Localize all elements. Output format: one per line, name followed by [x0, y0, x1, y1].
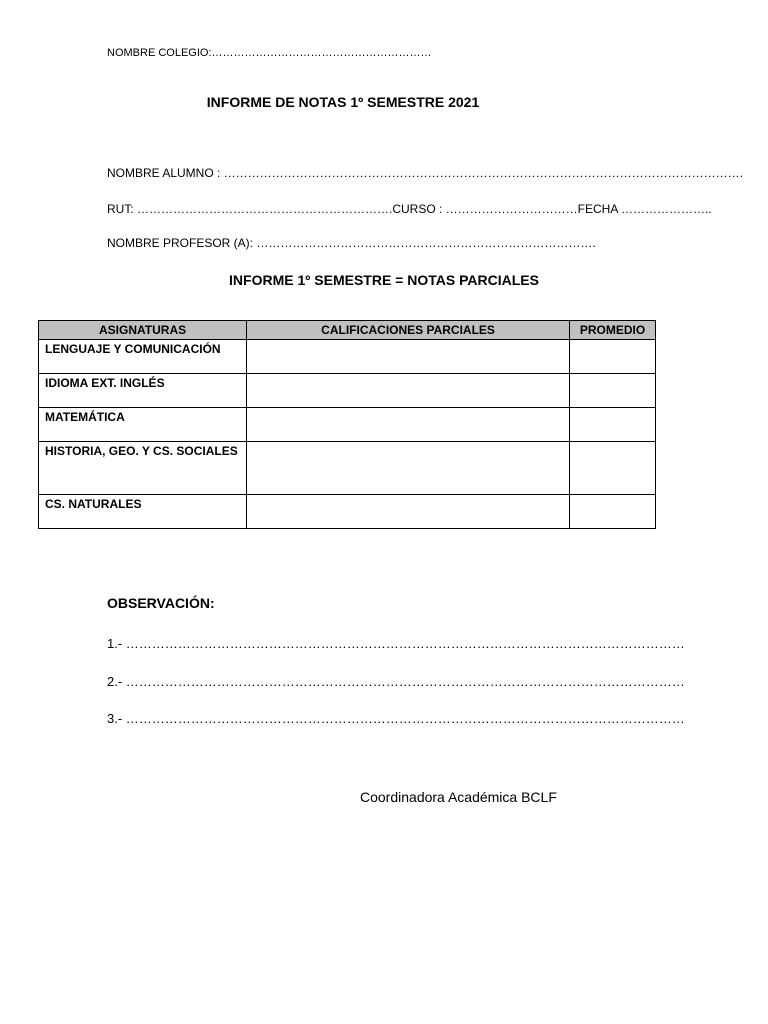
table-header-row: [39, 321, 656, 340]
table-row: [39, 442, 656, 495]
report-subtitle: INFORME 1º SEMESTRE = NOTAS PARCIALES: [229, 272, 539, 288]
grades-table: [38, 320, 656, 529]
header-partial-grades: CALIFICACIONES PARCIALES: [247, 321, 570, 340]
observation-line-3: 3.- …………………………………………………………………………………………………………………: [107, 711, 685, 726]
average-cell: [569, 408, 655, 442]
signature-label: Coordinadora Académica BCLF: [360, 789, 557, 805]
subject-cell: HISTORIA, GEO. Y CS. SOCIALES: [39, 442, 247, 495]
school-name-field: NOMBRE COLEGIO:……………………………………………………: [107, 47, 432, 59]
observation-line-2: 2.- …………………………………………………………………………………………………………………: [107, 674, 685, 689]
rut-course-date-field: RUT: ……………………………………………………….CURSO : ……………………………FECHA …………………..: [107, 202, 712, 216]
observations-title: OBSERVACIÓN:: [107, 595, 215, 611]
observation-line-1: 1.- …………………………………………………………………………………………………………………: [107, 636, 685, 651]
table-row: [39, 408, 656, 442]
student-name-field: NOMBRE ALUMNO : ………………………………………………………………………………………………………………….: [107, 166, 744, 180]
grades-cell: [247, 495, 570, 529]
average-cell: [569, 495, 655, 529]
grades-cell: [247, 408, 570, 442]
table-row: [39, 340, 656, 374]
teacher-name-field: NOMBRE PROFESOR (A): ………………………………………………………………………….: [107, 236, 596, 250]
subject-cell: IDIOMA EXT. INGLÉS: [39, 374, 247, 408]
subject-cell: CS. NATURALES: [39, 495, 247, 529]
table-row: [39, 374, 656, 408]
average-cell: [569, 340, 655, 374]
table-row: [39, 495, 656, 529]
header-subjects: ASIGNATURAS: [39, 321, 247, 340]
average-cell: [569, 442, 655, 495]
grades-cell: [247, 340, 570, 374]
subject-cell: LENGUAJE Y COMUNICACIÓN: [39, 340, 247, 374]
subject-cell: MATEMÁTICA: [39, 408, 247, 442]
report-title: INFORME DE NOTAS 1º SEMESTRE 2021: [206, 94, 480, 110]
header-average: PROMEDIO: [569, 321, 655, 340]
grades-cell: [247, 442, 570, 495]
grades-cell: [247, 374, 570, 408]
average-cell: [569, 374, 655, 408]
